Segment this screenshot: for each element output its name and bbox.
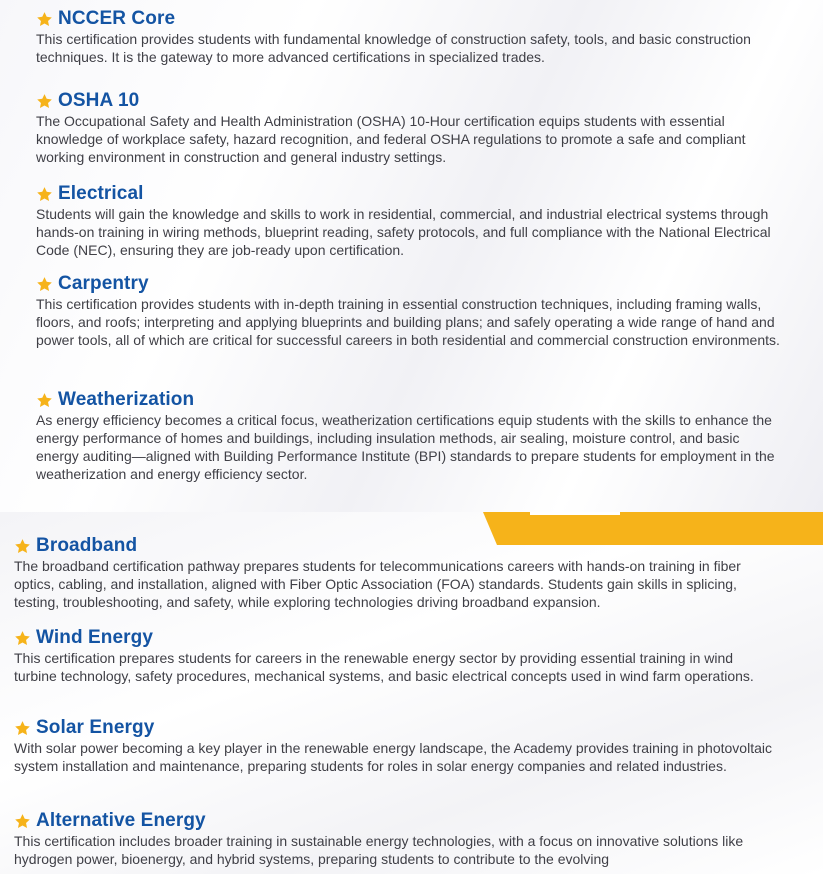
cert-title: OSHA 10 <box>58 90 140 111</box>
star-icon <box>14 813 31 830</box>
cert-description: This certification provides students with fundamental knowledge of construction safety, tools, and basic construction techniques. It is the gateway to more advanced certifications in specialized trades. <box>36 31 751 65</box>
cert-item-weatherization <box>36 389 781 483</box>
cert-item-carpentry <box>36 273 781 349</box>
cert-title: Wind Energy <box>36 627 154 648</box>
cert-description: With solar power becoming a key player in the renewable energy landscape, the Academy provides training in photovoltaic system installation and maintenance, preparing students for roles in solar energy companies and related industries. <box>14 740 772 774</box>
cert-description: As energy efficiency becomes a critical focus, weatherization certifications equip students with the skills to enhance the energy performance of homes and buildings, including insulation methods, air sealing, moisture control, and basic energy auditing—aligned with Building Performance Institute (BPI) standards to prepare students for employment in the weatherization and energy efficiency sector. <box>36 412 775 482</box>
cert-title: Solar Energy <box>36 717 155 738</box>
cert-item-osha-10 <box>36 90 781 166</box>
cert-item-solar-energy <box>14 717 779 775</box>
cert-title: Alternative Energy <box>36 810 206 831</box>
cert-description: The broadband certification pathway prepares students for telecommunications careers with hands-on training in fiber optics, cabling, and installation, aligned with Fiber Optic Association (FOA) standards. Students gain skills in splicing, testing, troubleshooting, and safety, while exploring technologies driving broadband expansion. <box>14 558 741 610</box>
cert-description: The Occupational Safety and Health Administration (OSHA) 10-Hour certification equips students with essential knowledge of workplace safety, hazard recognition, and federal OSHA regulations to promote a safe and compliant working environment in construction and general industry settings. <box>36 113 746 165</box>
cert-title: Electrical <box>58 183 144 204</box>
cert-title: NCCER Core <box>58 8 176 29</box>
cert-description: This certification includes broader training in sustainable energy technologies, with a focus on innovative solutions like hydrogen power, bioenergy, and hybrid systems, preparing students to contribute to the evolving <box>14 833 744 867</box>
cert-description: This certification prepares students for careers in the renewable energy sector by providing essential training in wind turbine technology, safety procedures, mechanical systems, and basic electrical concepts used in wind farm operations. <box>14 650 754 684</box>
cert-title: Carpentry <box>58 273 149 294</box>
cert-item-electrical <box>36 183 781 259</box>
star-icon <box>14 630 31 647</box>
star-icon <box>36 186 53 203</box>
cert-title: Broadband <box>36 535 138 556</box>
accent-notch <box>530 512 620 515</box>
star-icon <box>36 93 53 110</box>
star-icon <box>36 276 53 293</box>
cert-description: Students will gain the knowledge and skills to work in residential, commercial, and industrial electrical systems through hands-on training in wiring methods, blueprint reading, safety protocols, and full compliance with the National Electrical Code (NEC), ensuring they are job-ready upon certification. <box>36 206 771 258</box>
cert-item-wind-energy <box>14 627 779 685</box>
cert-item-broadband <box>14 535 779 611</box>
star-icon <box>14 720 31 737</box>
cert-description: This certification provides students with in-depth training in essential construction techniques, including framing walls, floors, and roofs; interpreting and applying blueprints and building plans; and safely operating a wide range of hand and power tools, all of which are critical for successful careers in both residential and commercial construction environments. <box>36 296 780 348</box>
star-icon <box>14 538 31 555</box>
star-icon <box>36 392 53 409</box>
star-icon <box>36 11 53 28</box>
cert-item-alternative-energy <box>14 810 779 868</box>
cert-item-nccer-core <box>36 8 781 66</box>
cert-title: Weatherization <box>58 389 195 410</box>
